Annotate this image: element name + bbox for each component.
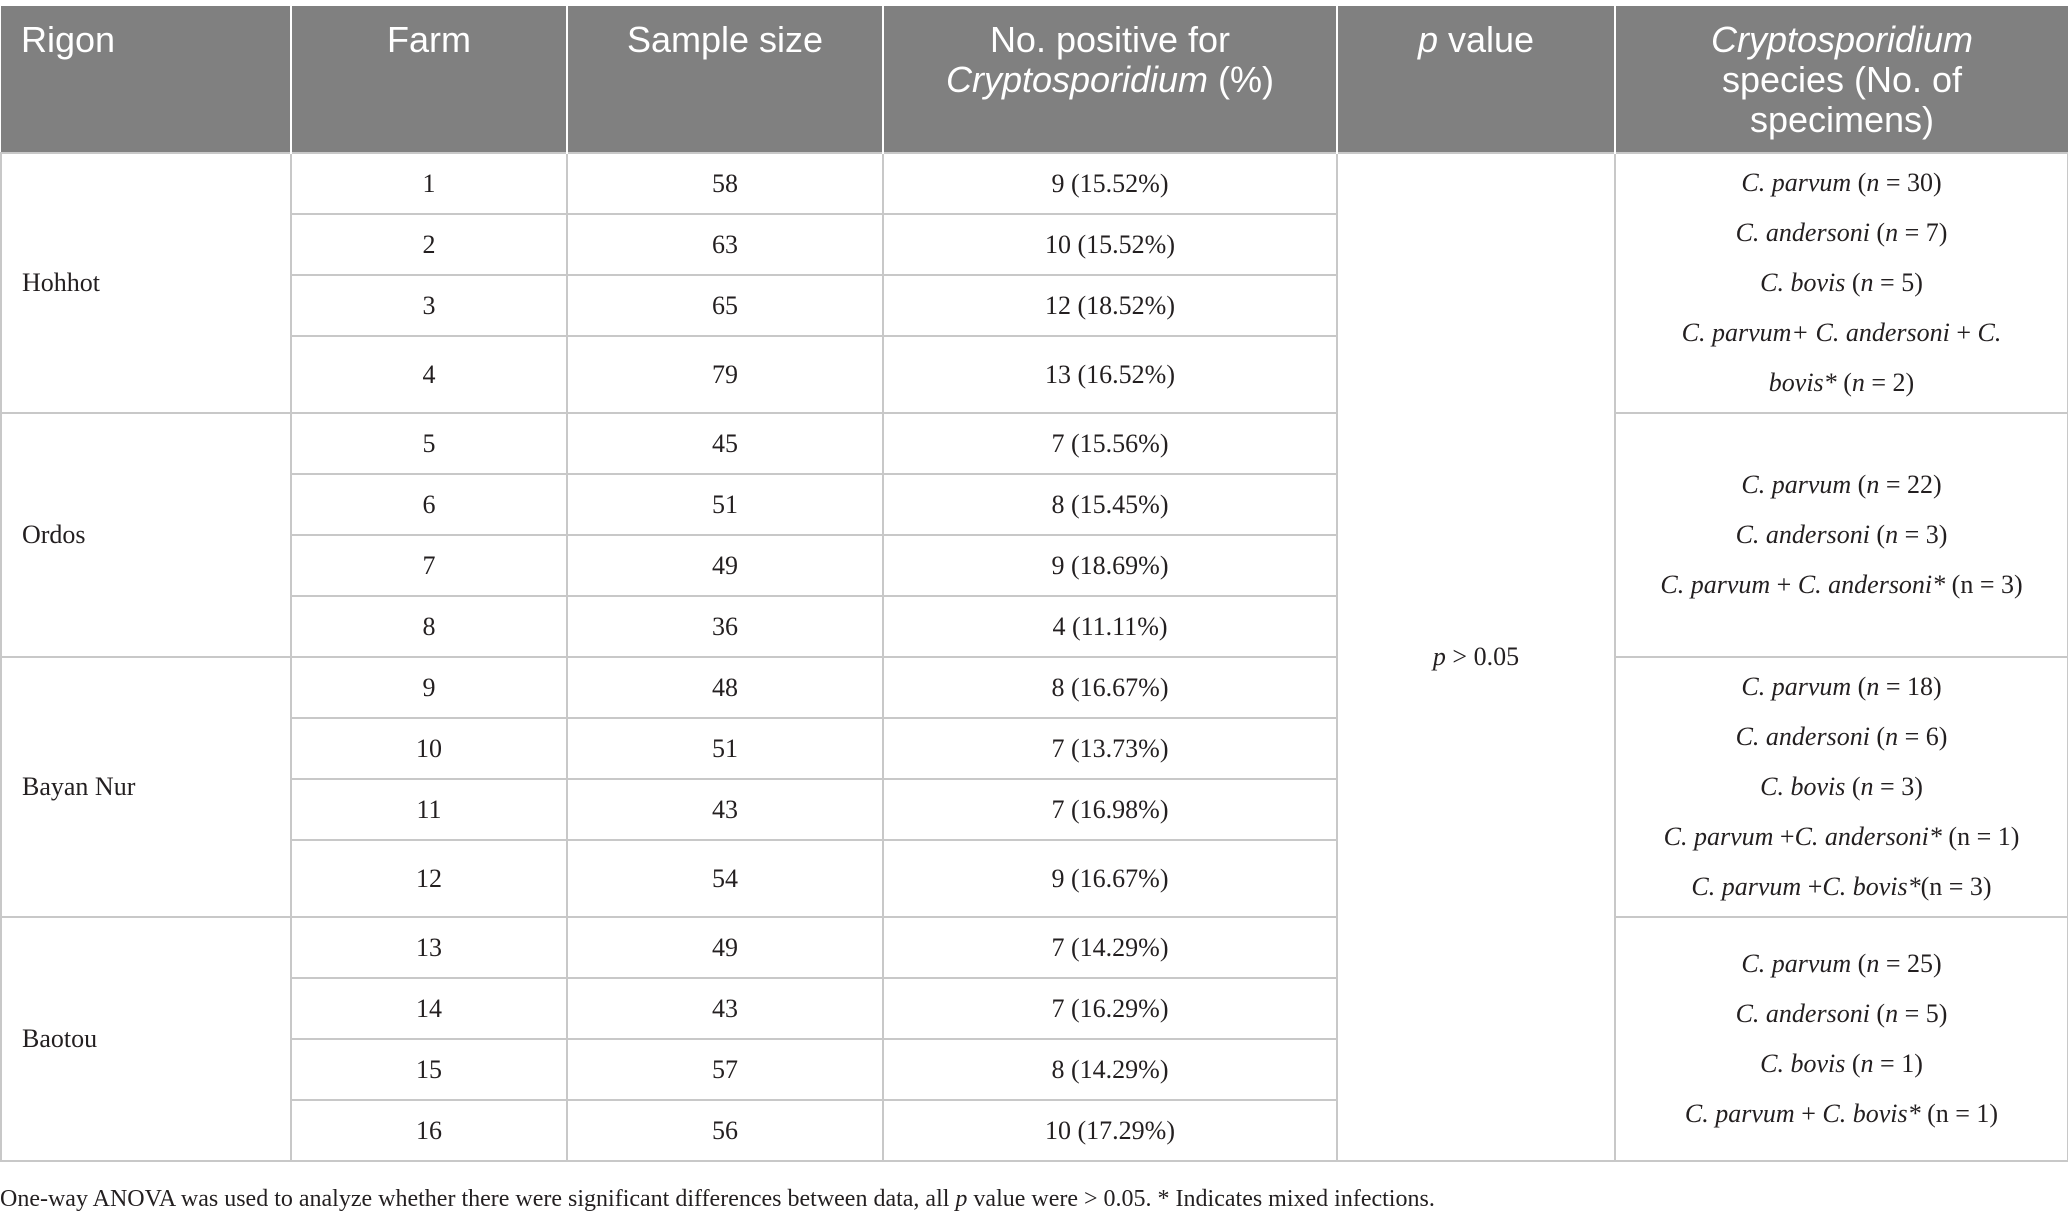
sample-size-cell: 49 [567, 535, 883, 596]
positive-cell: 8 (14.29%) [883, 1039, 1337, 1100]
farm-cell: 8 [291, 596, 567, 657]
species-line: C. parvum +C. bovis*(n = 3) [1691, 872, 1992, 901]
sample-size-cell: 36 [567, 596, 883, 657]
species-cell [1615, 153, 2068, 413]
farm-cell: 2 [291, 214, 567, 275]
species-line: bovis* (n = 2) [1768, 368, 1915, 397]
farm-cell: 12 [291, 840, 567, 917]
species-line: C. andersoni (n = 6) [1735, 722, 1948, 751]
farm-cell: 3 [291, 275, 567, 336]
positive-cell: 7 (15.56%) [883, 413, 1337, 474]
table-body [1, 153, 2068, 1161]
sample-size-cell: 58 [567, 153, 883, 214]
header-row [1, 6, 2068, 153]
species-cell [1615, 657, 2068, 917]
farm-cell: 13 [291, 917, 567, 978]
positive-cell: 7 (14.29%) [883, 917, 1337, 978]
species-line: C. bovis (n = 5) [1760, 268, 1923, 297]
farm-cell: 7 [291, 535, 567, 596]
positive-cell: 9 (15.52%) [883, 153, 1337, 214]
positive-cell: 8 (16.67%) [883, 657, 1337, 718]
species-line: C. parvum (n = 30) [1741, 168, 1942, 197]
table-row [1, 153, 2068, 214]
species-line: C. parvum (n = 22) [1741, 470, 1942, 499]
table-footnote: One-way ANOVA was used to analyze whether there were significant differences between data, all p value were > 0.05. * Indicates mixed infections. [0, 1186, 1435, 1212]
farm-cell: 9 [291, 657, 567, 718]
table-row [1, 657, 2068, 718]
table-row [1, 917, 2068, 978]
sample-size-cell: 56 [567, 1100, 883, 1161]
positive-cell: 8 (15.45%) [883, 474, 1337, 535]
header-farm: Farm [291, 6, 567, 153]
species-line: C. parvum+ C. andersoni + C. [1681, 318, 2002, 347]
farm-cell: 5 [291, 413, 567, 474]
sample-size-cell: 48 [567, 657, 883, 718]
farm-cell: 4 [291, 336, 567, 413]
farm-cell: 1 [291, 153, 567, 214]
positive-cell: 10 (17.29%) [883, 1100, 1337, 1161]
header-species: Cryptosporidium species (No. of specimens) [1615, 6, 2068, 153]
farm-cell: 14 [291, 978, 567, 1039]
species-line: C. andersoni (n = 7) [1735, 218, 1948, 247]
sample-size-cell: 45 [567, 413, 883, 474]
header-region: Rigon [1, 6, 291, 153]
positive-cell: 7 (13.73%) [883, 718, 1337, 779]
species-line: C. parvum (n = 25) [1741, 949, 1942, 978]
region-cell: Baotou [1, 917, 291, 1161]
positive-cell: 9 (16.67%) [883, 840, 1337, 917]
region-cell: Ordos [1, 413, 291, 657]
pvalue-cell: p > 0.05 [1337, 153, 1615, 1161]
region-cell: Bayan Nur [1, 657, 291, 917]
sample-size-cell: 65 [567, 275, 883, 336]
sample-size-cell: 57 [567, 1039, 883, 1100]
farm-cell: 15 [291, 1039, 567, 1100]
sample-size-cell: 43 [567, 978, 883, 1039]
positive-cell: 10 (15.52%) [883, 214, 1337, 275]
species-line: C. parvum +C. andersoni* (n = 1) [1663, 822, 2020, 851]
data-table [0, 6, 2068, 1162]
positive-cell: 13 (16.52%) [883, 336, 1337, 413]
positive-cell: 4 (11.11%) [883, 596, 1337, 657]
sample-size-cell: 63 [567, 214, 883, 275]
positive-cell: 7 (16.29%) [883, 978, 1337, 1039]
region-cell: Hohhot [1, 153, 291, 413]
sample-size-cell: 54 [567, 840, 883, 917]
table-row [1, 413, 2068, 474]
species-line: C. andersoni (n = 3) [1735, 520, 1948, 549]
header-pvalue: p value [1337, 6, 1615, 153]
species-cell [1615, 413, 2068, 657]
header-positive: No. positive for Cryptosporidium (%) [883, 6, 1337, 153]
species-line: C. bovis (n = 3) [1760, 772, 1923, 801]
positive-cell: 9 (18.69%) [883, 535, 1337, 596]
species-cell [1615, 917, 2068, 1161]
sample-size-cell: 49 [567, 917, 883, 978]
farm-cell: 6 [291, 474, 567, 535]
header-sample-size: Sample size [567, 6, 883, 153]
species-line: C. andersoni (n = 5) [1735, 999, 1948, 1028]
positive-cell: 12 (18.52%) [883, 275, 1337, 336]
sample-size-cell: 51 [567, 474, 883, 535]
species-line: C. bovis (n = 1) [1760, 1049, 1923, 1078]
farm-cell: 11 [291, 779, 567, 840]
species-line: C. parvum + C. bovis* (n = 1) [1684, 1099, 1999, 1128]
sample-size-cell: 79 [567, 336, 883, 413]
species-line: C. parvum + C. andersoni* (n = 3) [1660, 570, 2023, 599]
sample-size-cell: 51 [567, 718, 883, 779]
sample-size-cell: 43 [567, 779, 883, 840]
farm-cell: 10 [291, 718, 567, 779]
species-line: C. parvum (n = 18) [1741, 672, 1942, 701]
positive-cell: 7 (16.98%) [883, 779, 1337, 840]
farm-cell: 16 [291, 1100, 567, 1161]
